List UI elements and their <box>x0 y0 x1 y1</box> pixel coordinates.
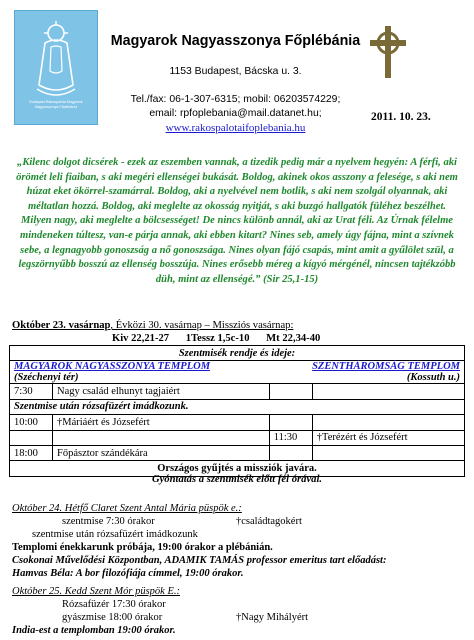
church-right-cell <box>269 361 464 384</box>
mass-note: Szentmise után rózsafüzért imádkozunk. <box>10 399 465 414</box>
collection-note: Országos gyűjtés a missziók javára. <box>10 461 465 476</box>
confession-note: Gyóntatás a szentmisék előtt fél órával. <box>151 474 323 485</box>
table-row <box>10 415 465 430</box>
tuesday-intention: †Nagy Mihályért <box>236 612 309 623</box>
logo-caption: Budapest-Rákospalota Magyarok Nagyasszonya Főplébánia <box>29 100 83 109</box>
parish-title: Magyarok Nagyasszonya Főplébánia <box>110 33 361 49</box>
mass-intention: Nagy család elhunyt tagjaiért <box>53 384 270 399</box>
parish-email: email: rpfoplebania@mail.datanet.hu; <box>149 108 322 119</box>
church-left-name: MAGYAROK NAGYASSZONYA TEMPLOM <box>14 361 211 373</box>
mass-schedule-table <box>9 345 465 477</box>
tuesday-heading: Október 25. Kedd Szent Mór püspök E.: <box>12 586 180 597</box>
mass-intention: †Máriáért és Józsefért <box>53 415 270 430</box>
monday-lecture-title: Hamvas Béla: A bor filozófiája címmel, 19:00 órakor. <box>12 568 244 579</box>
sunday-title: , Évközi 30. vasárnap – Missziós vasárnap: <box>110 320 294 331</box>
church-right-place: (Kossuth u.) <box>406 372 460 384</box>
sunday-date: Október 23. vasárnap <box>12 320 111 331</box>
monday-mass: szentmise 7:30 órakor <box>62 516 155 527</box>
table-row <box>10 384 465 399</box>
mass-intention: Főpásztor szándékára <box>53 445 270 460</box>
bulletin-date: 2011. 10. 23. <box>371 111 431 123</box>
celtic-cross-icon <box>366 24 410 80</box>
mass-intention: †Terézért és Józsefért <box>312 430 464 445</box>
parish-website <box>108 122 363 134</box>
scripture-quote: „Kilenc dolgot dicsérek - ezek az eszemben vannak, a tizedik pedig már a nyelvem hegyén: A férfi, aki örömét leli fiaiban, s aki megéri ellenségei bukását. Boldog, akinek okos asszony a felesége, s aki nem húzat eket ökörrel-szamárral. Boldog, aki a nyelvével nem botlik, s aki nem szolgál olyannak, aki méltatlan hozzá. Boldog, aki meglelte az okosság nyitját, s aki buzgó hallgatók füléhez beszélhet. Milyen nagy, aki meglelte a bölcsességet! De nincs különb annál, aki az Urat féli. Az Úrnak félelme mindeneken túltesz, van-e párja annak, aki ebben kitart? Nines seb, amely úgy fájna, mint a szívnek sebe, a legnagyobb gonoszság a nő gonoszsága. Nines olyan fájó csapás, mint amit a gyűlölet szül, a legszörnyűbb bosszú az ellenség bosszúja. Nines erősebb méreg a kígyó mérgénél, nincsen tajtékzóbb düh, mint az ellenségé.” (Sir 25,1-15) <box>16 157 458 285</box>
mass-time: 18:00 <box>10 445 53 460</box>
monday-rosary: szentmise után rózsafüzért imádkozunk <box>32 529 198 540</box>
reading-2: 1Tessz 1,5c-10 <box>185 333 250 344</box>
church-left-cell <box>10 361 270 384</box>
table-church-row <box>10 361 465 384</box>
table-row <box>10 445 465 460</box>
website-link[interactable]: www.rakospalotaifoplebania.hu <box>165 122 306 134</box>
table-row <box>10 430 465 445</box>
table-row <box>10 399 465 414</box>
tuesday-mass: gyászmise 18:00 órakor <box>62 612 163 623</box>
parish-address: 1153 Budapest, Bácska u. 3. <box>169 66 302 77</box>
sunday-heading <box>12 320 293 331</box>
monday-choir: Templomi énekkarunk próbája, 19:00 órakor a plébánián. <box>12 542 273 553</box>
reading-1: Kiv 22,21-27 <box>112 333 170 344</box>
mass-time: 7:30 <box>10 384 53 399</box>
table-title: Szentmisék rendje és ideje: <box>10 346 465 361</box>
monday-lecture: Csokonai Művelődési Központban, ADAMIK TAMÁS professor emeritus tart előadást: <box>12 555 387 566</box>
parish-telefax: Tel./fax: 06-1-307-6315; mobil: 06203574229; <box>130 94 341 105</box>
mass-time: 11:30 <box>269 430 312 445</box>
church-left-place: (Széchenyi tér) <box>14 372 79 384</box>
tuesday-rosary: Rózsafüzér 17:30 órakor <box>62 599 166 610</box>
church-right-name: SZENTHÁROMSÁG TEMPLOM <box>312 361 460 373</box>
sunday-readings <box>112 333 334 344</box>
monday-heading: Október 24. Hétfő Claret Szent Antal Mária püspök e.: <box>12 503 242 514</box>
tuesday-india-evening: India-est a templomban 19:00 órakor. <box>12 625 176 636</box>
mass-time: 10:00 <box>10 415 53 430</box>
monday-intention: †családtagokért <box>236 516 302 527</box>
parish-logo <box>14 10 98 125</box>
reading-3: Mt 22,34-40 <box>266 333 321 344</box>
